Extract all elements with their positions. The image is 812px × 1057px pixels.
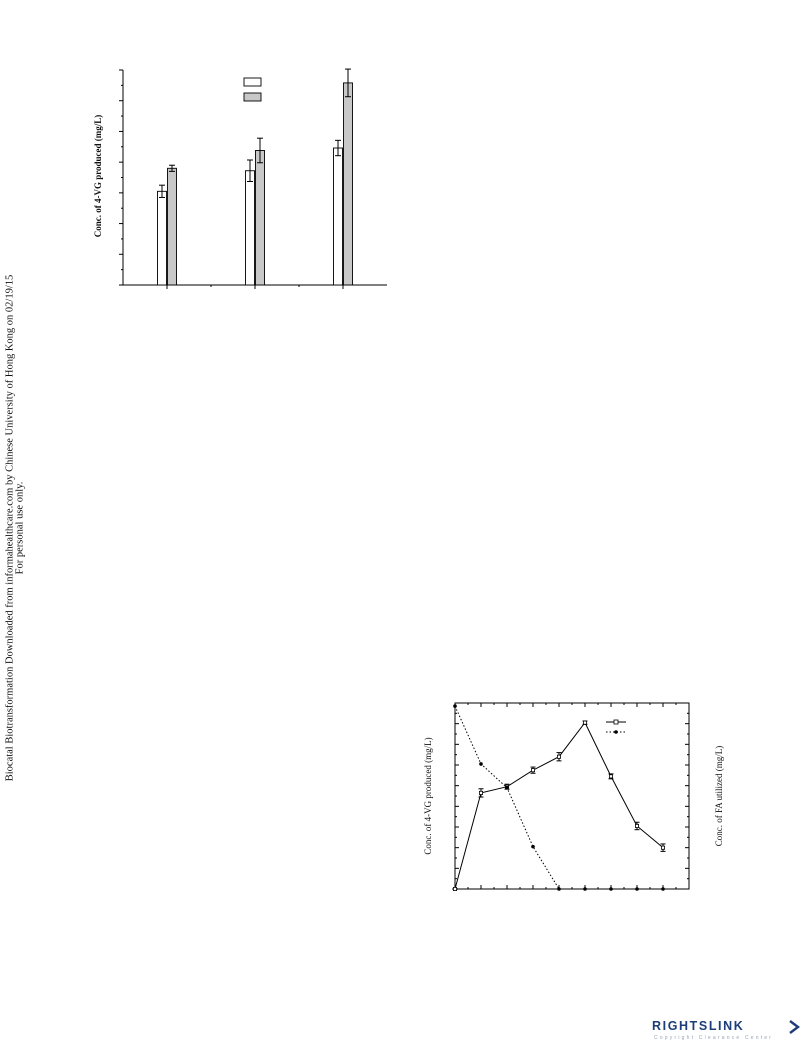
legend-circle-marker xyxy=(614,730,618,734)
chevron-icon xyxy=(788,1020,800,1034)
line-chart-right-axis-label: Conc. of FA utilized (mg/L) xyxy=(714,745,724,847)
square-marker xyxy=(531,769,534,772)
line-chart-left-axis-label: Conc. of 4-VG produced (mg/L) xyxy=(423,737,433,855)
bar-chart-y-axis-label: Conc. of 4-VG produced (mg/L) xyxy=(93,114,103,238)
square-marker xyxy=(661,846,664,849)
circle-marker xyxy=(557,887,561,891)
plot-frame xyxy=(455,703,689,889)
square-marker xyxy=(609,775,612,778)
square-marker xyxy=(479,791,482,794)
circle-marker xyxy=(583,887,587,891)
rightslink-subtitle: Copyright Clearance Center xyxy=(654,1035,774,1041)
personal-use-notice: For personal use only. xyxy=(14,481,26,575)
rightslink-wordmark: RIGHTSLINK xyxy=(652,1019,745,1033)
circle-marker xyxy=(453,704,457,708)
circle-marker xyxy=(505,786,509,790)
circle-marker xyxy=(635,887,639,891)
square-marker xyxy=(635,824,638,827)
circle-marker xyxy=(609,887,613,891)
square-marker xyxy=(583,721,586,724)
series-line-4vg xyxy=(455,723,663,889)
circle-marker xyxy=(479,762,483,766)
rightslink-logo xyxy=(652,1017,802,1047)
series-line-fa xyxy=(455,706,663,889)
legend-square-marker xyxy=(614,720,618,724)
square-marker xyxy=(557,755,560,758)
circle-marker xyxy=(531,845,535,849)
circle-marker xyxy=(661,887,665,891)
download-notice: Biocatal Biotransformation Downloaded from informahealthcare.com by Chinese University of Hong Kong on 02/19/15 xyxy=(4,274,16,782)
square-marker xyxy=(453,887,456,890)
